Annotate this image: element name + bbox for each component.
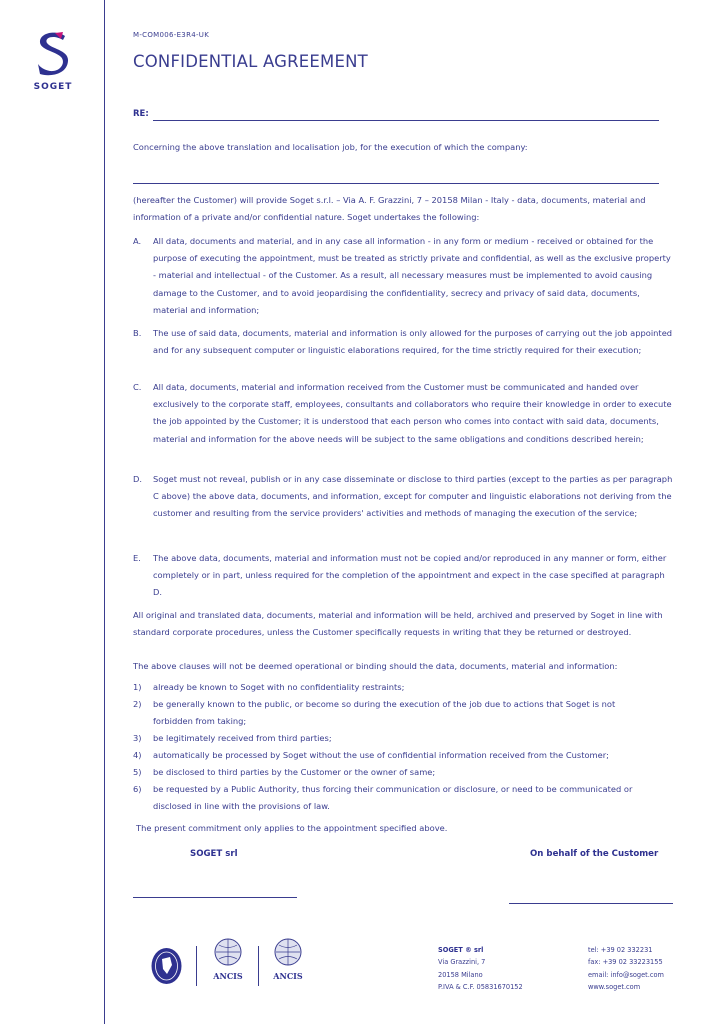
intro-paragraph: (hereafter the Customer) will provide Soget s.r.l. – Via A. F. Grazzini, 7 – 20158 Milan - Italy - data, documents, material and information of a private and/or confidential nature. Soget undertakes the following: (133, 195, 646, 223)
footer-vat: P.IVA & C.F. 05831670152 (438, 983, 523, 992)
clause-text: The above data, documents, material and information must not be copied and/or reproduced in any manner or form, either completely or in part, unless required for the completion of the appointment and expect in the case specified at paragraph D. (153, 553, 667, 598)
re-label: RE: (133, 109, 149, 119)
ancis-globe-icon (213, 937, 243, 967)
clause-label: A. (133, 236, 142, 246)
exception-5 (133, 764, 673, 781)
logo-wordmark: SOGET (33, 82, 73, 92)
clause-text: All data, documents, material and information received from the Customer must be communicated and handed over exclusively to the corporate staff, employees, consultants and collaborators who require their knowledge in order to execute the job appointed by the Customer; it is understood that each person who comes into contact with said data, documents, material and information for the above needs will be subject to the same obligations and conditions described herein; (153, 382, 672, 444)
concerning-text: Concerning the above translation and localisation job, for the execution of which the company: (133, 142, 528, 152)
footer-fax: fax: +39 02 33223155 (588, 958, 663, 967)
exception-text: be legitimately received from third parties; (153, 733, 332, 743)
clause-text: All data, documents and material, and in any case all information - in any form or medium - received or obtained for the purpose of executing the appointment, must be treated as strictly private and confidential, as well as the exclusive property - material and intellectual - of the Customer. As a result, all necessary measures must be implemented to avoid causing damage to the Customer, and to avoid jeopardising the confidentiality, secrecy and privacy of said data, documents, material and information; (153, 236, 671, 315)
clause-text: Soget must not reveal, publish or in any case disseminate or disclose to third parties (except to the parties as per paragraph C above) the above data, documents, and information, except for computer and linguistic elaborations not deriving from the customer and resulting from the service providers' activities and methods of managing the execution of the service; (153, 474, 673, 519)
signature-line-soget[interactable] (133, 897, 297, 898)
ancis-logo-2 (266, 937, 310, 981)
exception-label: 2) (133, 699, 142, 709)
accredia-seal-icon (150, 947, 183, 989)
signature-line-customer[interactable] (509, 903, 673, 904)
exception-text: be generally known to the public, or become so during the execution of the job due to actions that Soget is not forbidden from taking; (153, 699, 616, 727)
clause-label: C. (133, 382, 142, 392)
exceptions-intro: The above clauses will not be deemed operational or binding should the data, documents, material and information: (133, 661, 618, 671)
clause-c (133, 379, 673, 448)
soget-logo (30, 30, 76, 92)
exception-label: 1) (133, 682, 142, 692)
exception-label: 5) (133, 767, 142, 777)
exception-text: be disclosed to third parties by the Customer or the owner of same; (153, 767, 436, 777)
clause-text: The use of said data, documents, material and information is only allowed for the purposes of carrying out the job appointed and for any subsequent computer or linguistic elaborations required, for the time strictly required for their execution; (153, 328, 673, 356)
exception-2 (133, 696, 673, 730)
footer-company-name: SOGET ® srl (438, 946, 484, 954)
exception-6 (133, 781, 673, 815)
clause-d (133, 471, 673, 523)
footer-address-1: Via Grazzini, 7 (438, 958, 486, 967)
footer-address-2: 20158 Milano (438, 970, 483, 979)
exception-text: already be known to Soget with no confidentiality restraints; (153, 682, 405, 692)
ancis-label: ANCIS (213, 971, 243, 981)
exception-label: 3) (133, 733, 142, 743)
signature-label-customer: On behalf of the Customer (530, 849, 659, 859)
cert-divider (258, 946, 259, 986)
exception-1 (133, 679, 673, 696)
exception-text: automatically be processed by Soget without the use of confidential information received from the Customer; (153, 750, 609, 760)
footer-tel: tel: +39 02 332231 (588, 946, 653, 954)
margin-rule (104, 0, 105, 1024)
exception-label: 6) (133, 784, 142, 794)
page-title: CONFIDENTIAL AGREEMENT (133, 52, 368, 71)
re-field-line[interactable] (153, 120, 659, 121)
ancis-logo-1 (206, 937, 250, 981)
archive-paragraph: All original and translated data, documents, material and information will be held, archived and preserved by Soget in line with standard corporate procedures, unless the Customer specifically requests in writing that they be returned or destroyed. (133, 610, 663, 638)
exception-3 (133, 730, 673, 747)
soget-s-logo-icon (33, 30, 73, 76)
clause-label: D. (133, 474, 143, 484)
signature-label-soget: SOGET srl (190, 849, 238, 859)
customer-field-line[interactable] (133, 183, 659, 184)
ancis-globe-icon (273, 937, 303, 967)
exception-text: be requested by a Public Authority, thus forcing their communication or disclosure, or need to be communicated or disclosed in line with the provisions of law. (153, 784, 633, 812)
document-reference: M-COM006-E3R4-UK (133, 31, 210, 39)
ancis-label: ANCIS (273, 971, 303, 981)
clause-e (133, 550, 673, 602)
cert-divider (196, 946, 197, 986)
footer-email[interactable]: email: info@soget.com (588, 970, 664, 979)
exception-label: 4) (133, 750, 142, 760)
commitment-note: The present commitment only applies to the appointment specified above. (136, 823, 448, 833)
footer-company-block (438, 944, 523, 994)
footer-contact-block (588, 944, 664, 994)
clause-a (133, 233, 673, 319)
clause-b (133, 325, 673, 359)
footer-website[interactable]: www.soget.com (588, 983, 641, 992)
clause-label: B. (133, 328, 142, 338)
exception-4 (133, 747, 673, 764)
clause-label: E. (133, 553, 141, 563)
